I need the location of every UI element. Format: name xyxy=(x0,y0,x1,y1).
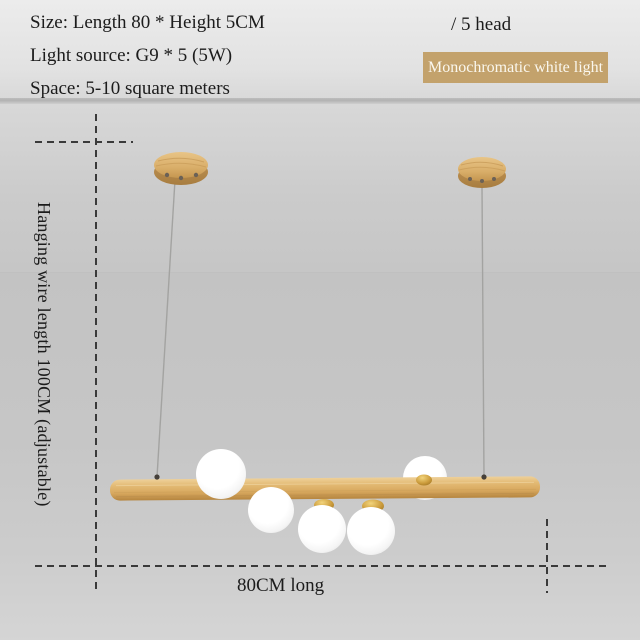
spec-list xyxy=(30,6,265,105)
hanging-wire-right xyxy=(482,186,484,477)
ceiling-canopy-right xyxy=(458,157,506,188)
wire-ferrule-left xyxy=(154,474,159,479)
hanging-wire-left xyxy=(157,180,175,477)
brass-socket-5 xyxy=(416,475,432,486)
glass-globe-1 xyxy=(196,449,246,499)
hanging-wire-length-label: Hanging wire length 100CM (adjustable) xyxy=(34,202,54,507)
spec-size: Size: Length 80 * Height 5CM xyxy=(30,12,265,33)
spec-space: Space: 5-10 square meters xyxy=(30,78,230,99)
bar-length-label: 80CM long xyxy=(237,575,325,596)
spec-light-source: Light source: G9 * 5 (5W) xyxy=(30,45,233,66)
glass-globe-3 xyxy=(298,505,346,553)
wire-ferrule-right xyxy=(481,474,486,479)
wood-bar xyxy=(110,476,540,500)
glass-globe-2 xyxy=(248,487,294,533)
ceiling-canopy-left xyxy=(154,152,208,185)
head-count-label: / 5 head xyxy=(451,14,512,35)
light-color-badge: Monochromatic white light xyxy=(423,52,608,83)
glass-globe-4 xyxy=(347,507,395,555)
